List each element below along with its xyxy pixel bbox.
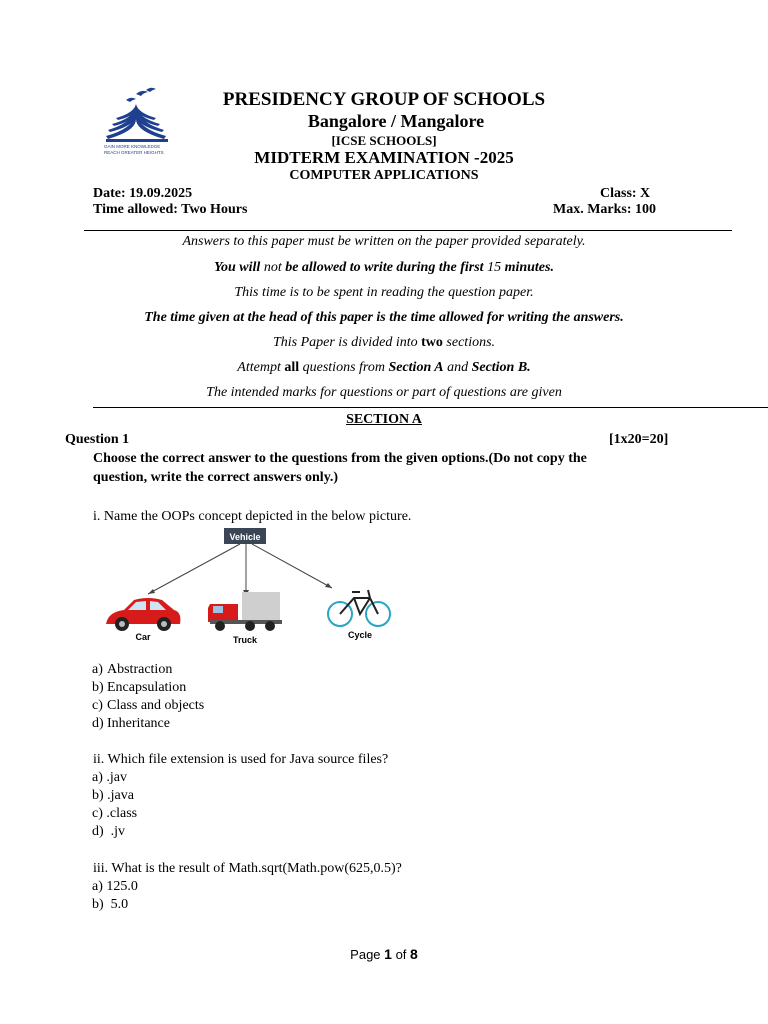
exam-date: Date: 19.09.2025 bbox=[93, 186, 193, 201]
question-iii-option-a: a) 125.0 bbox=[92, 879, 138, 894]
question-ii-text: ii. Which file extension is used for Java source files? bbox=[93, 752, 389, 767]
instruction-7: The intended marks for questions or part of questions are given bbox=[206, 385, 562, 400]
truck-label: Truck bbox=[232, 635, 258, 645]
cycle-icon bbox=[328, 590, 390, 626]
vehicle-label: Vehicle bbox=[229, 532, 261, 542]
question-iii-option-b: b) 5.0 bbox=[92, 897, 129, 912]
instruction-5: This Paper is divided into two sections. bbox=[272, 335, 496, 350]
question-1-marks: [1x20=20] bbox=[609, 432, 669, 447]
header-divider bbox=[84, 230, 732, 231]
page-number: Page 1 of 8 bbox=[350, 946, 418, 962]
board: [ICSE SCHOOLS] bbox=[331, 133, 437, 148]
school-name: PRESIDENCY GROUP OF SCHOOLS bbox=[222, 89, 546, 110]
question-i-option-c: c) Class and objects bbox=[92, 698, 205, 713]
question-iii-text: iii. What is the result of Math.sqrt(Math.pow(625,0.5)? bbox=[93, 861, 402, 876]
instructions-divider bbox=[93, 407, 768, 408]
question-1-label: Question 1 bbox=[65, 432, 130, 447]
question-ii-option-d: d) .jv bbox=[92, 824, 126, 839]
svg-text:REACH GREATER HEIGHTS: REACH GREATER HEIGHTS bbox=[104, 150, 164, 155]
question-1-directive-line-2: question, write the correct answers only.) bbox=[93, 470, 339, 485]
subject: COMPUTER APPLICATIONS bbox=[289, 168, 479, 183]
cities: Bangalore / Mangalore bbox=[307, 111, 485, 131]
inheritance-diagram bbox=[100, 526, 400, 650]
instruction-1: Answers to this paper must be written on the paper provided separately. bbox=[182, 234, 586, 249]
instruction-3: This time is to be spent in reading the question paper. bbox=[234, 285, 534, 300]
question-ii-option-a: a) .jav bbox=[92, 770, 127, 785]
truck-icon bbox=[208, 592, 282, 631]
car-label: Car bbox=[135, 632, 151, 642]
car-icon bbox=[106, 598, 180, 631]
question-ii-option-b: b) .java bbox=[92, 788, 134, 803]
instruction-6: Attempt all questions from Section A and Section B. bbox=[237, 360, 531, 375]
question-i-option-d: d) Inheritance bbox=[92, 716, 170, 731]
instruction-2: You will not be allowed to write during the first 15 minutes. bbox=[214, 260, 554, 275]
question-1-directive-line-1: Choose the correct answer to the questions from the given options.(Do not copy the bbox=[93, 451, 587, 466]
cycle-label: Cycle bbox=[347, 630, 373, 640]
question-i-option-a: a) Abstraction bbox=[92, 662, 173, 677]
svg-text:GAIN MORE KNOWLEDGE: GAIN MORE KNOWLEDGE bbox=[104, 144, 161, 149]
max-marks: Max. Marks: 100 bbox=[553, 202, 657, 217]
exam-class: Class: X bbox=[600, 186, 651, 201]
time-allowed: Time allowed: Two Hours bbox=[93, 202, 248, 217]
exam-title: MIDTERM EXAMINATION -2025 bbox=[254, 148, 514, 167]
section-heading: SECTION A bbox=[346, 412, 422, 427]
question-i-option-b: b) Encapsulation bbox=[92, 680, 187, 695]
question-ii-option-c: c) .class bbox=[92, 806, 138, 821]
question-i-text: i. Name the OOPs concept depicted in the below picture. bbox=[93, 509, 412, 524]
instruction-4: The time given at the head of this paper is the time allowed for writing the answers. bbox=[144, 310, 624, 325]
